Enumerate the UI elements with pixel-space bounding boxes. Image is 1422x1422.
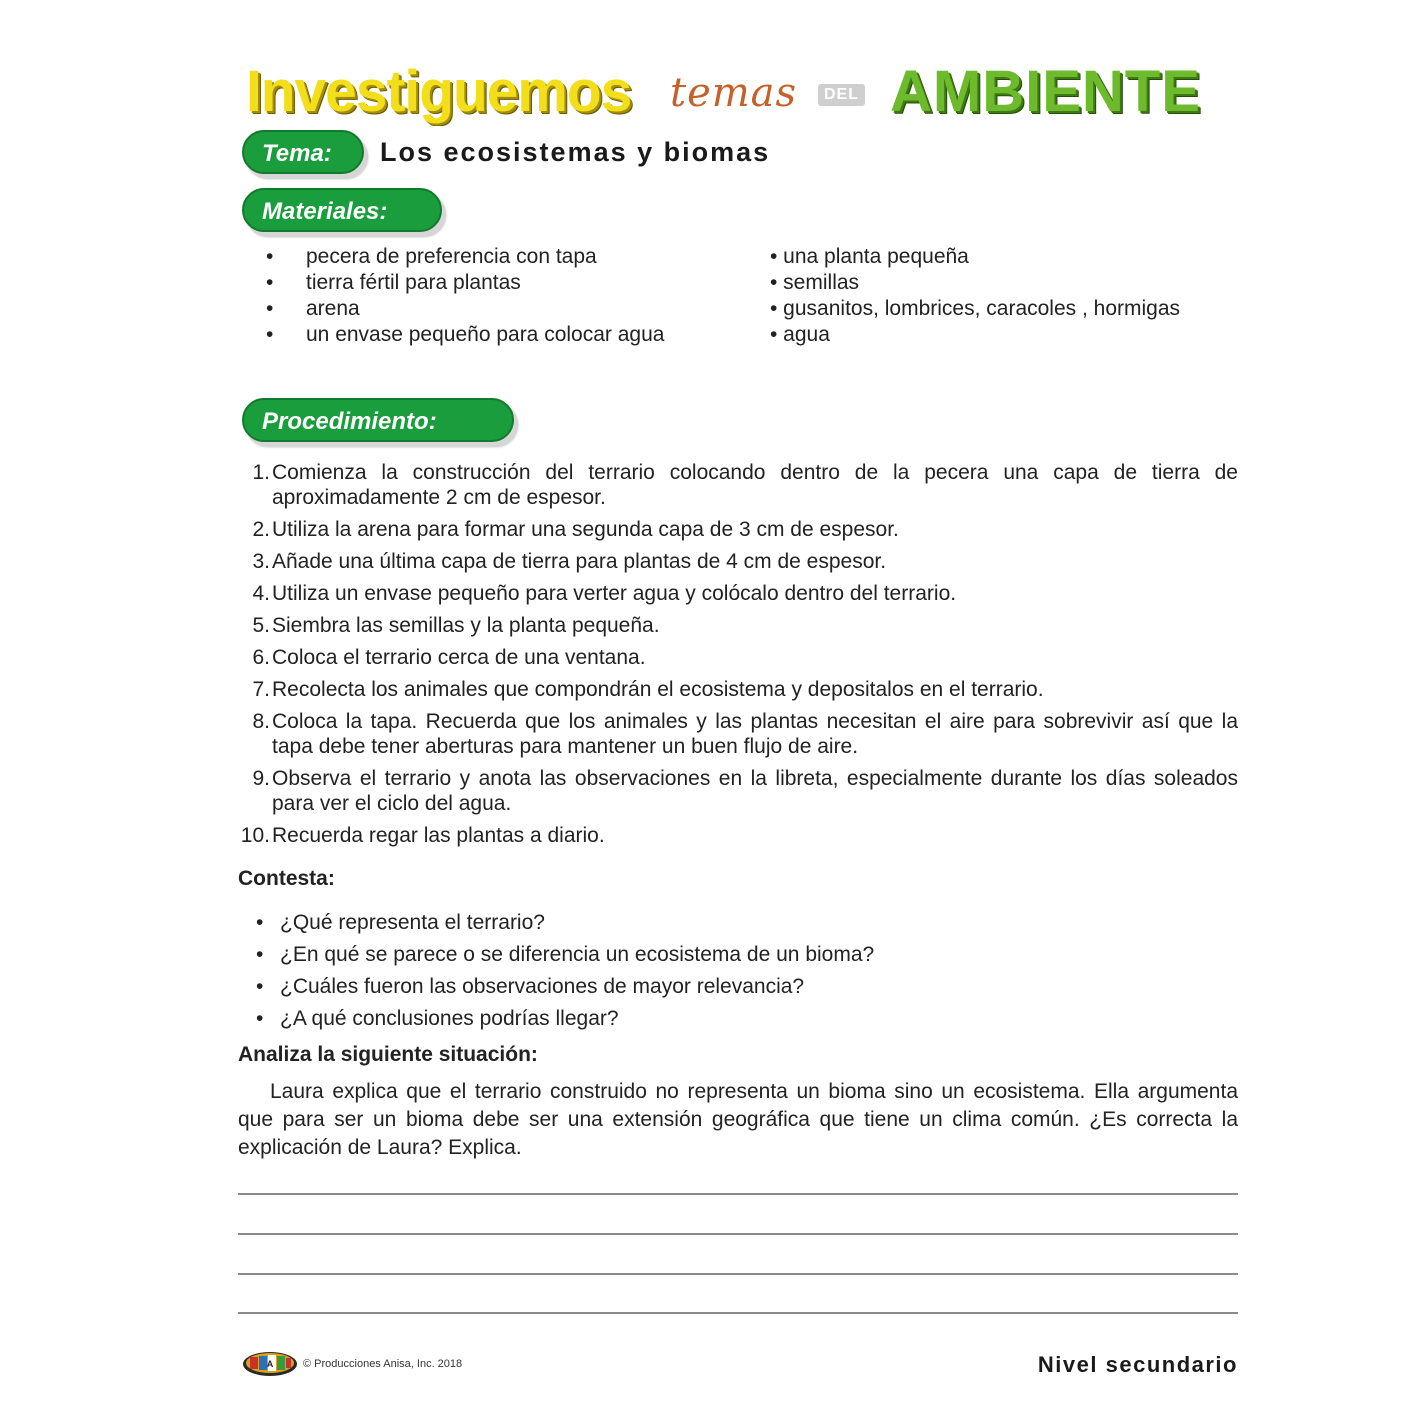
step-item: 8. Coloca la tapa. Recuerda que los animales y las plantas necesitan el aire para sobrevivir así que la tapa debe tener aberturas para mantener un buen flujo de aire. <box>252 710 1238 758</box>
answer-line[interactable] <box>238 1233 1238 1235</box>
publisher-logo-icon <box>242 1348 298 1378</box>
question-item: • ¿Cuáles fueron las observaciones de mayor relevancia? <box>256 975 805 998</box>
step-item: 3. Añade una última capa de tierra para plantas de 4 cm de espesor. <box>252 550 887 573</box>
step-item: 4. Utiliza un envase pequeño para verter agua y colócalo dentro del terrario. <box>252 582 957 605</box>
list-item: • agua <box>770 323 830 346</box>
answer-line[interactable] <box>238 1312 1238 1314</box>
copyright-text: © Producciones Anisa, Inc. 2018 <box>303 1358 463 1370</box>
contesta-heading: Contesta: <box>238 867 335 890</box>
title-investiguemos: Investiguemos <box>246 59 632 124</box>
procedimiento-label: Procedimiento: <box>242 398 514 442</box>
step-item: 2. Utiliza la arena para formar una segunda capa de 3 cm de espesor. <box>252 518 899 541</box>
question-item: • ¿Qué representa el terrario? <box>256 911 545 934</box>
title-del: DEL <box>818 84 865 106</box>
analiza-text: Laura explica que el terrario construido no representa un bioma sino un ecosistema. Ella argumenta que para ser un bioma debe ser una extensión geográfica que tiene un clima común. ¿Es correcta la explicación de Laura? Explica. <box>238 1080 1238 1159</box>
step-item: 5. Siembra las semillas y la planta pequeña. <box>252 614 660 637</box>
step-item: 9. Observa el terrario y anota las observaciones en la libreta, especialmente durante los días soleados para ver el ciclo del agua. <box>252 767 1238 815</box>
tema-label: Tema: <box>242 130 364 174</box>
title-ambiente: AMBIENTE <box>890 59 1201 124</box>
step-item: 7. Recolecta los animales que compondrán el ecosistema y depositalos en el terrario. <box>252 678 1044 701</box>
procedimiento-steps <box>238 460 1238 855</box>
answer-line[interactable] <box>238 1193 1238 1195</box>
title-temas: temas <box>670 70 798 116</box>
step-item: 1. Comienza la construcción del terrario colocando dentro de la pecera una capa de tierra de aproximadamente 2 cm de espesor. <box>252 461 1238 509</box>
nivel-text: Nivel secundario <box>1037 1352 1238 1377</box>
step-item: 6. Coloca el terrario cerca de una ventana. <box>252 646 646 669</box>
step-item: 10. Recuerda regar las plantas a diario. <box>240 824 605 847</box>
list-item: • gusanitos, lombrices, caracoles , hormigas <box>770 297 1181 320</box>
title-banner <box>246 56 1236 126</box>
question-item: • ¿En qué se parece o se diferencia un ecosistema de un bioma? <box>256 943 875 966</box>
question-item: • ¿A qué conclusiones podrías llegar? <box>256 1007 619 1030</box>
materiales-list-right <box>770 244 1180 348</box>
list-item: • una planta pequeña <box>770 245 969 268</box>
list-item: • semillas <box>770 271 860 294</box>
materiales-label: Materiales: <box>242 188 442 232</box>
tema-value: Los ecosistemas y biomas <box>380 137 771 167</box>
answer-line[interactable] <box>238 1273 1238 1275</box>
worksheet-page: Investiguemos temas DEL AMBIENTE Tema: Los ecosistemas y biomas Materiales: • pecera de preferencia con tapa • tierra fértil para plantas • arena • un envase pequeño para colocar agua • una planta pequeña • semillas • gusanitos, lombrices, caracoles , hormigas • agua Procedimiento: 1. Comienza la construcción del terrario colocando dentro de la pecera una capa de tierra de aproximadamente 2 cm de espesor. 2. Utiliza la arena para formar una segunda capa de 3 cm de espesor. 3. Añade una última capa de tierra para plantas de 4 cm de espesor. 4. Utiliza un envase pequeño para verter agua y colócalo dentro del terrario. 5. Siembra las semillas y la planta pequeña. 6. Coloca el terrario cerca de una ventana. 7. Recolecta los animales que compondrán el ecosistema y depositalos en el terrario. 8. Coloca la tapa. Recuerda que los animales y las plantas necesitan el aire para sobrevivir así que la tapa debe tener aberturas para mantener un buen flujo de aire. 9. Observa el terrario y anota las observaciones en la libreta, especialmente durante los días soleados para ver el ciclo del agua. 10. Recuerda regar las plantas a diario. Contesta: • ¿Qué representa el terrario? • ¿En qué se parece o se diferencia un ecosistema de un bioma? • ¿Cuáles fueron las observaciones de mayor relevancia? • ¿A qué conclusiones podrías llegar? Analiza la siguiente situación: Laura explica que el terrario construido no representa un bioma sino un ecosistema. Ella argumenta que para ser un bioma debe ser una extensión geográfica que tiene un clima común. ¿Es correcta la explicación de Laura? Explica. A © Producciones Anisa, Inc. 2018 Nivel secundario <box>0 0 1422 1422</box>
svg-text:A: A <box>266 1359 274 1369</box>
contesta-questions <box>256 907 874 1035</box>
analiza-heading: Analiza la siguiente situación: <box>238 1043 538 1066</box>
